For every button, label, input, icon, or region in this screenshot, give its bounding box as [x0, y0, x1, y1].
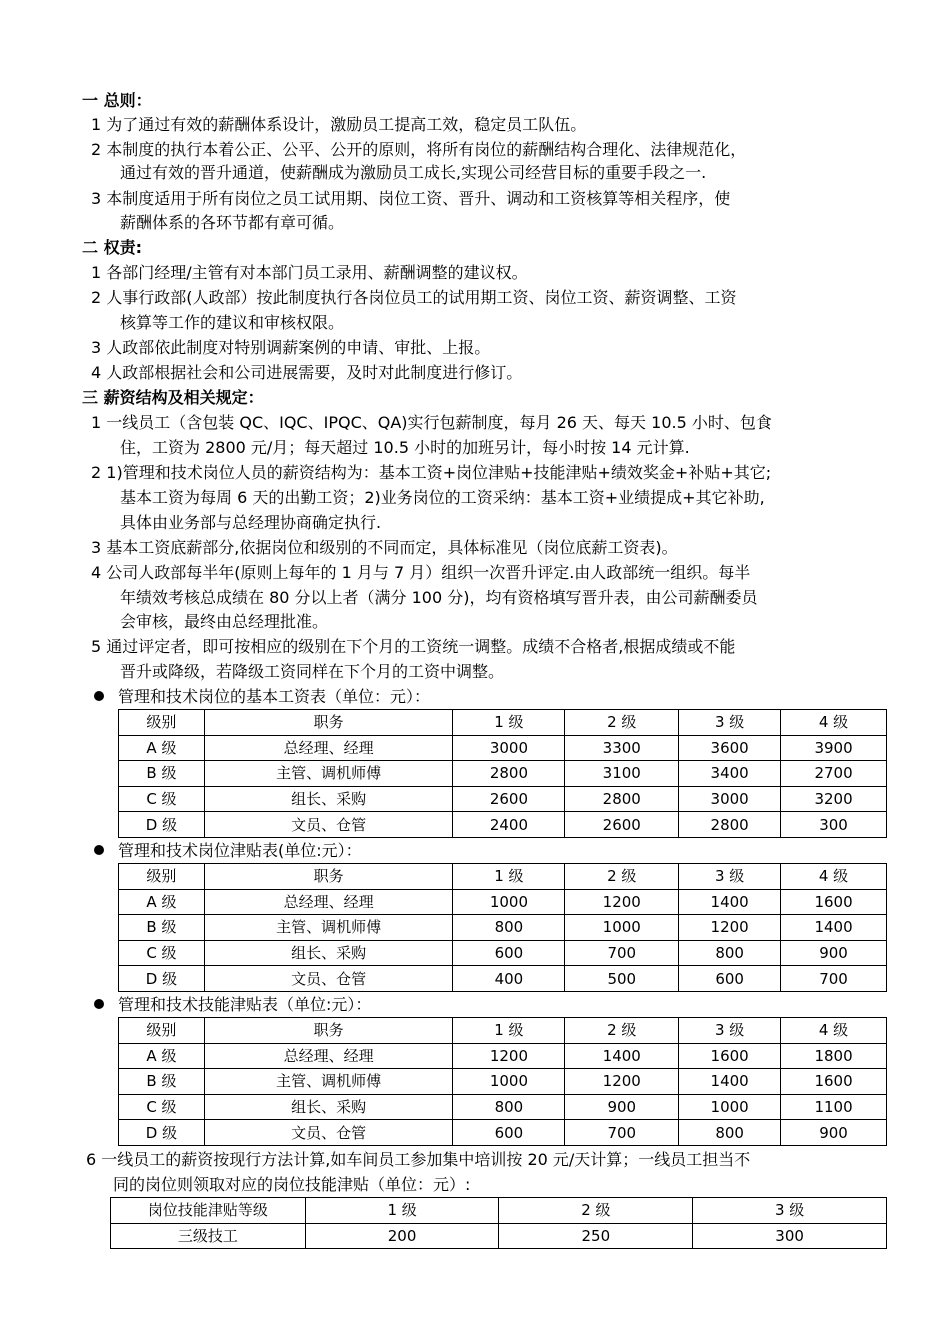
table-cell: 1400	[781, 915, 887, 941]
table-cell: 800	[453, 1094, 565, 1120]
table-row	[119, 735, 887, 761]
header-cell: 岗位技能津贴等级	[111, 1198, 306, 1224]
s3-item-4-line-3: 会审核，最终由总经理批准。	[120, 612, 329, 631]
s3-item-1-line-2: 住，工资为 2800 元/月；每天超过 10.5 小时的加班另计，每小时按 14 元计算.	[120, 438, 690, 457]
table-header-row	[119, 710, 887, 736]
table-row	[119, 1094, 887, 1120]
s3-item-3-line-1: 3 基本工资底薪部分,依据岗位和级别的不同而定，具体标准见（岗位底薪工资表)。	[91, 538, 678, 557]
table-2-caption-text: 管理和技术岗位津贴表(单位:元）：	[118, 841, 362, 860]
table-cell: C 级	[119, 1094, 205, 1120]
section-3-heading: 三 薪资结构及相关规定：	[82, 388, 264, 407]
table-1-caption-text: 管理和技术岗位的基本工资表（单位：元）：	[118, 687, 431, 706]
table-cell: B 级	[119, 761, 205, 787]
table-cell: 1600	[781, 889, 887, 915]
table-row	[111, 1223, 887, 1249]
table-cell: 1200	[679, 915, 781, 941]
s1-item-1-line-1: 1 为了通过有效的薪酬体系设计，激励员工提高工效，稳定员工队伍。	[91, 115, 587, 134]
basic-salary-table	[118, 709, 887, 838]
table-cell: 900	[781, 940, 887, 966]
table-cell: 2800	[453, 761, 565, 787]
table-cell: 1600	[781, 1069, 887, 1095]
header-cell: 3 级	[679, 1018, 781, 1044]
table-cell: A 级	[119, 1043, 205, 1069]
table-cell: 1100	[781, 1094, 887, 1120]
table-cell: 300	[781, 812, 887, 838]
header-cell: 1 级	[453, 710, 565, 736]
table-cell: 3000	[453, 735, 565, 761]
table-row	[119, 1069, 887, 1095]
s1-item-2-line-2: 通过有效的晋升通道，使薪酬成为激励员工成长,实现公司经营目标的重要手段之一.	[120, 163, 707, 182]
table-cell: 600	[453, 1120, 565, 1146]
table-cell: C 级	[119, 940, 205, 966]
header-cell: 3 级	[693, 1198, 887, 1224]
table-cell: C 级	[119, 786, 205, 812]
header-cell: 3 级	[679, 710, 781, 736]
header-cell: 3 级	[679, 864, 781, 890]
table-header-row	[119, 864, 887, 890]
table-cell: 文员、仓管	[204, 966, 453, 992]
table-cell: 2600	[453, 786, 565, 812]
table-3-caption-text: 管理和技术技能津贴表（单位:元）：	[118, 995, 372, 1014]
s2-item-4-line-1: 4 人政部根据社会和公司进展需要，及时对此制度进行修订。	[91, 363, 523, 382]
table-cell: 3000	[679, 786, 781, 812]
s1-item-3-line-1: 3 本制度适用于所有岗位之员工试用期、岗位工资、晋升、调动和工资核算等相关程序，使	[91, 189, 731, 208]
table-cell: 主管、调机师傅	[204, 915, 453, 941]
table-cell: 3600	[679, 735, 781, 761]
table-cell: 700	[565, 940, 679, 966]
table-cell: 主管、调机师傅	[204, 1069, 453, 1095]
table-cell: 2800	[679, 812, 781, 838]
s3-item-2-line-1: 2 1)管理和技术岗位人员的薪资结构为：基本工资+岗位津贴+技能津贴+绩效奖金+补贴+其它;	[91, 463, 772, 482]
table-cell: 2400	[453, 812, 565, 838]
header-cell: 职务	[204, 864, 453, 890]
s1-item-2-line-1: 2 本制度的执行本着公正、公平、公开的原则，将所有岗位的薪酬结构合理化、法律规范化，	[91, 140, 747, 159]
table-cell: D 级	[119, 812, 205, 838]
table-cell: 900	[781, 1120, 887, 1146]
header-cell: 2 级	[499, 1198, 693, 1224]
table-cell: 三级技工	[111, 1223, 306, 1249]
table-cell: 1000	[453, 889, 565, 915]
header-cell: 4 级	[781, 864, 887, 890]
header-cell: 级别	[119, 1018, 205, 1044]
table-row	[119, 966, 887, 992]
header-cell: 级别	[119, 710, 205, 736]
table-cell: 1200	[453, 1043, 565, 1069]
table-cell: 300	[693, 1223, 887, 1249]
s2-item-2-line-1: 2 人事行政部(人政部）按此制度执行各岗位员工的试用期工资、岗位工资、薪资调整、工资	[91, 288, 737, 307]
table-cell: 总经理、经理	[204, 735, 453, 761]
table-row	[119, 761, 887, 787]
table-cell: 250	[499, 1223, 693, 1249]
table-row	[119, 1120, 887, 1146]
table-cell: 1200	[565, 1069, 679, 1095]
item-6-line-1: 6 一线员工的薪资按现行方法计算,如车间员工参加集中培训按 20 元/天计算；一线员工担当不	[86, 1150, 751, 1169]
s3-item-4-line-1: 4 公司人政部每半年(原则上每年的 1 月与 7 月）组织一次晋升评定.由人政部统一组织。每半	[91, 563, 751, 582]
table-cell: 800	[453, 915, 565, 941]
section-1-heading: 一 总则：	[82, 91, 152, 110]
table-cell: 200	[305, 1223, 499, 1249]
table-cell: 600	[679, 966, 781, 992]
s3-item-2-line-3: 具体由业务部与总经理协商确定执行.	[120, 513, 382, 532]
table-cell: 1400	[565, 1043, 679, 1069]
bullet-dot-icon	[94, 691, 104, 701]
bullet-dot-icon	[94, 845, 104, 855]
table-cell: 600	[453, 940, 565, 966]
header-cell: 2 级	[565, 1018, 679, 1044]
skill-level-table	[110, 1197, 887, 1249]
table-cell: 组长、采购	[204, 1094, 453, 1120]
table-cell: A 级	[119, 889, 205, 915]
header-cell: 职务	[204, 710, 453, 736]
table-cell: 总经理、经理	[204, 1043, 453, 1069]
table-cell: 3400	[679, 761, 781, 787]
table-row	[119, 940, 887, 966]
table-cell: 文员、仓管	[204, 812, 453, 838]
table-cell: 3300	[565, 735, 679, 761]
table-cell: 总经理、经理	[204, 889, 453, 915]
table-cell: 1000	[565, 915, 679, 941]
table-1-caption	[94, 686, 430, 708]
s2-item-3-line-1: 3 人政部依此制度对特别调薪案例的申请、审批、上报。	[91, 338, 491, 357]
table-cell: 900	[565, 1094, 679, 1120]
table-cell: 400	[453, 966, 565, 992]
header-cell: 1 级	[305, 1198, 499, 1224]
header-cell: 1 级	[453, 864, 565, 890]
table-cell: 800	[679, 1120, 781, 1146]
header-cell: 2 级	[565, 864, 679, 890]
table-2-caption	[94, 840, 362, 862]
bullet-dot-icon	[94, 999, 104, 1009]
header-cell: 2 级	[565, 710, 679, 736]
table-cell: 3200	[781, 786, 887, 812]
table-cell: 3100	[565, 761, 679, 787]
position-allowance-table	[118, 863, 887, 992]
s2-item-1-line-1: 1 各部门经理/主管有对本部门员工录用、薪酬调整的建议权。	[91, 263, 528, 282]
table-cell: 2800	[565, 786, 679, 812]
skill-allowance-table	[118, 1017, 887, 1146]
table-cell: 3900	[781, 735, 887, 761]
s3-item-5-line-2: 晋升或降级，若降级工资同样在下个月的工资中调整。	[120, 662, 505, 681]
s3-item-5-line-1: 5 通过评定者，即可按相应的级别在下个月的工资统一调整。成绩不合格者,根据成绩或不能	[91, 637, 736, 656]
s3-item-4-line-2: 年绩效考核总成绩在 80 分以上者（满分 100 分)，均有资格填写晋升表，由公司薪酬委员	[120, 588, 758, 607]
table-cell: 组长、采购	[204, 940, 453, 966]
table-cell: 文员、仓管	[204, 1120, 453, 1146]
table-cell: 1400	[679, 889, 781, 915]
table-row	[119, 889, 887, 915]
s2-item-2-line-2: 核算等工作的建议和审核权限。	[120, 313, 345, 332]
table-cell: 2700	[781, 761, 887, 787]
header-cell: 4 级	[781, 710, 887, 736]
table-cell: 700	[565, 1120, 679, 1146]
s3-item-1-line-1: 1 一线员工（含包装 QC、IQC、IPQC、QA)实行包薪制度，每月 26 天、每天 10.5 小时、包食	[91, 413, 772, 432]
table-header-row	[119, 1018, 887, 1044]
table-row	[119, 786, 887, 812]
table-cell: 组长、采购	[204, 786, 453, 812]
table-cell: 800	[679, 940, 781, 966]
table-cell: B 级	[119, 915, 205, 941]
table-3-caption	[94, 994, 371, 1016]
table-cell: 1000	[679, 1094, 781, 1120]
table-cell: D 级	[119, 966, 205, 992]
table-cell: B 级	[119, 1069, 205, 1095]
table-cell: 500	[565, 966, 679, 992]
table-cell: 2600	[565, 812, 679, 838]
header-cell: 4 级	[781, 1018, 887, 1044]
table-cell: 主管、调机师傅	[204, 761, 453, 787]
table-header-row	[111, 1198, 887, 1224]
table-row	[119, 812, 887, 838]
header-cell: 级别	[119, 864, 205, 890]
table-row	[119, 915, 887, 941]
table-cell: 1600	[679, 1043, 781, 1069]
table-cell: 1200	[565, 889, 679, 915]
header-cell: 职务	[204, 1018, 453, 1044]
table-cell: D 级	[119, 1120, 205, 1146]
s1-item-3-line-2: 薪酬体系的各环节都有章可循。	[120, 213, 345, 232]
table-cell: 1400	[679, 1069, 781, 1095]
table-row	[119, 1043, 887, 1069]
header-cell: 1 级	[453, 1018, 565, 1044]
table-cell: 1000	[453, 1069, 565, 1095]
table-cell: 700	[781, 966, 887, 992]
item-6-line-2: 同的岗位则领取对应的岗位技能津贴（单位：元）:	[113, 1175, 471, 1194]
table-cell: 1800	[781, 1043, 887, 1069]
section-2-heading: 二 权责:	[82, 238, 142, 257]
s3-item-2-line-2: 基本工资为每周 6 天的出勤工资；2)业务岗位的工资采纳：基本工资+业绩提成+其它补助,	[120, 488, 765, 507]
table-cell: A 级	[119, 735, 205, 761]
